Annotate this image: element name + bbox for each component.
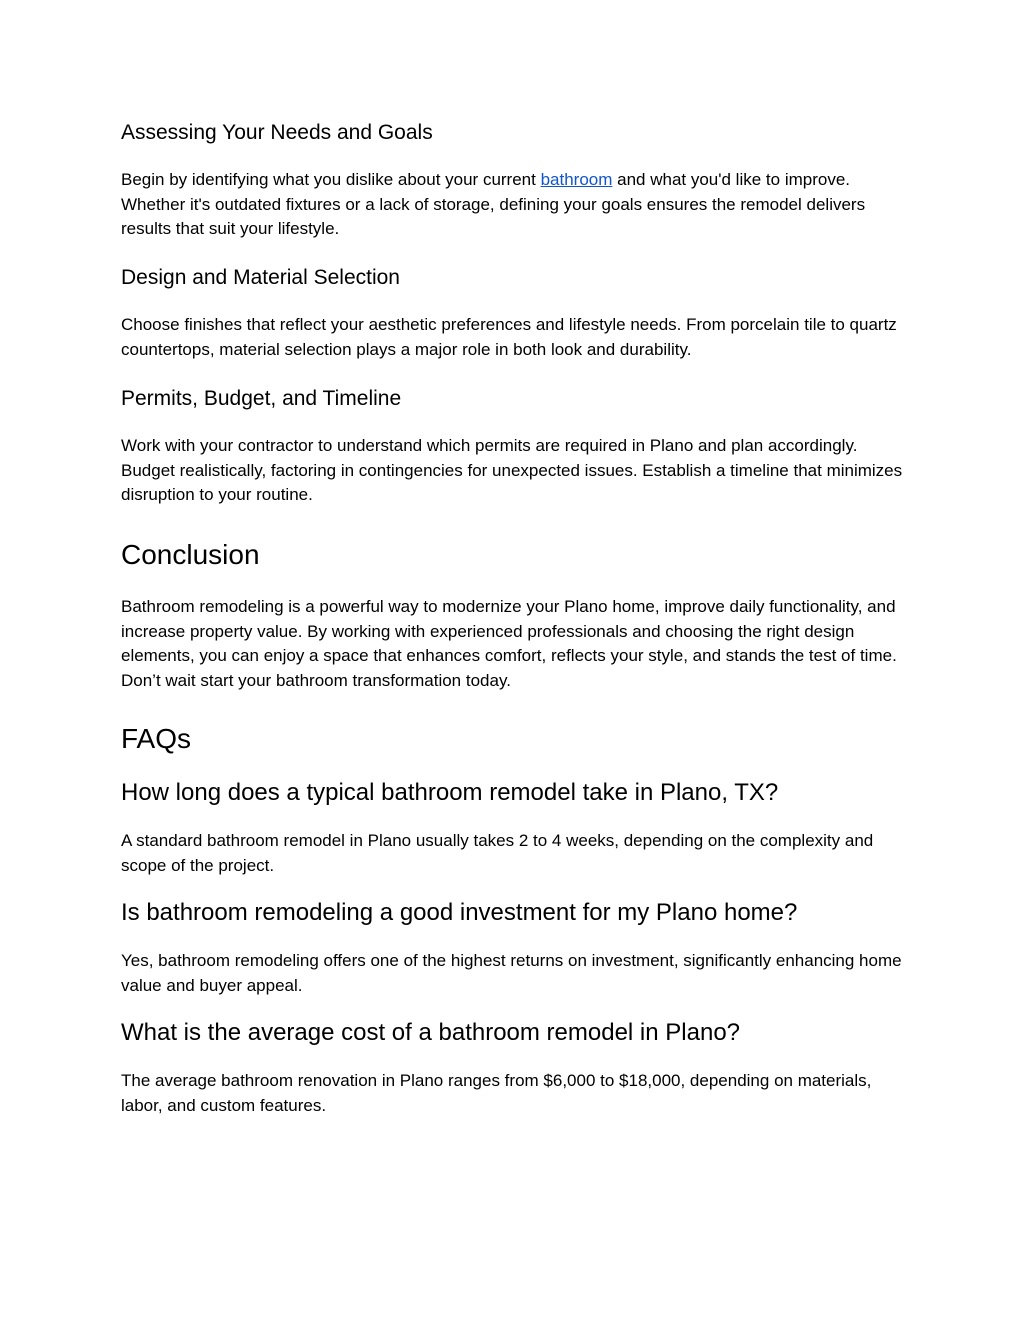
faqs-heading: FAQs — [121, 723, 192, 754]
section-body-design: Choose finishes that reflect your aesthetic preferences and lifestyle needs. From porcelain tile to quartz countertops, material selection plays a major role in both look and durability. — [121, 315, 897, 359]
faq-question: What is the average cost of a bathroom remodel in Plano? — [121, 1019, 741, 1046]
section-heading-needs: Assessing Your Needs and Goals — [121, 121, 433, 144]
faq-answer: The average bathroom renovation in Plano ranges from $6,000 to $18,000, depending on materials, labor, and custom features. — [121, 1071, 872, 1115]
section-body-permits: Work with your contractor to understand which permits are required in Plano and plan accordingly. Budget realistically, factoring in contingencies for unexpected issues. Establish a timeline that minimizes disruption to your routine. — [121, 436, 903, 504]
faq-question: How long does a typical bathroom remodel take in Plano, TX? — [121, 779, 779, 806]
section-heading-design: Design and Material Selection — [121, 266, 400, 289]
needs-text-before-link: Begin by identifying what you dislike about your current — [121, 170, 541, 189]
section-body-needs — [121, 168, 911, 242]
faq-question: Is bathroom remodeling a good investment for my Plano home? — [121, 899, 798, 926]
section-heading-permits: Permits, Budget, and Timeline — [121, 387, 402, 410]
conclusion-body: Bathroom remodeling is a powerful way to modernize your Plano home, improve daily functionality, and increase property value. By working with experienced professionals and choosing the right design elements, you can enjoy a space that enhances comfort, reflects your style, and stands the test of time. Don’t wait start your bathroom transformation today. — [121, 597, 897, 690]
conclusion-heading: Conclusion — [121, 539, 260, 570]
bathroom-link[interactable]: bathroom — [540, 170, 613, 189]
faq-answer: A standard bathroom remodel in Plano usually takes 2 to 4 weeks, depending on the complexity and scope of the project. — [121, 831, 874, 875]
faq-answer: Yes, bathroom remodeling offers one of the highest returns on investment, significantly enhancing home value and buyer appeal. — [121, 951, 902, 995]
needs-text-after-link: and what you'd like to improve. Whether it's outdated fixtures or a lack of storage, defining your goals ensures the remodel delivers results that suit your lifestyle. — [121, 170, 866, 238]
